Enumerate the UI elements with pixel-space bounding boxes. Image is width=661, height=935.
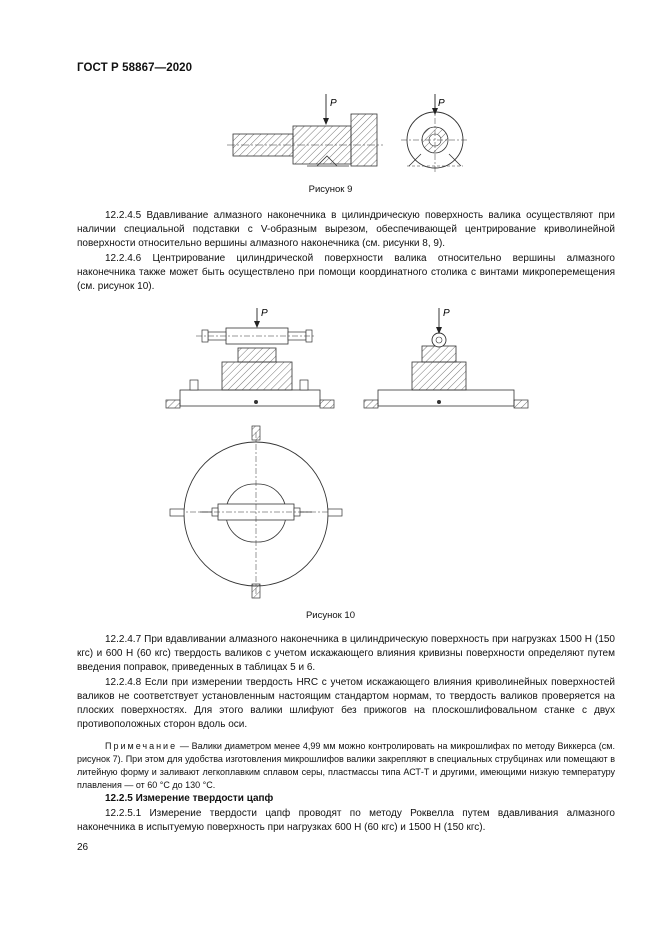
note-label: Примечание [105, 741, 178, 751]
page-number: 26 [77, 842, 89, 853]
paragraph-12-2-4-6: 12.2.4.6 Центрирование цилиндрической поверхности валика относительно вершины алмазного наконечника также может быть осуществлено при помощи координатного столика с винтами микроперемещения (см. рисунок 10). [77, 252, 615, 293]
figure-9-drawing [225, 92, 475, 174]
load-label: P [330, 98, 337, 109]
section-title-12-2-5: 12.2.5 Измерение твердости цапф [105, 793, 274, 804]
load-arrow-side [436, 308, 450, 334]
paragraph-12-2-4-8: 12.2.4.8 Если при измерении твердость HRC с учетом искажающего влияния криволинейных поверхностей валиков не соответствует установленным настоящим стандартом нормам, то твердость валиков проверяется на плоских поверхностях. Для этого валики шлифуют без прижогов на плоскошлифовальном станке с двух противоположных сторон вдоль оси. [77, 676, 615, 731]
coordinate-table-side-view [364, 333, 528, 408]
load-label: P [443, 308, 450, 319]
figure-10-caption: Рисунок 10 [305, 610, 356, 621]
load-arrow-side [323, 94, 337, 125]
load-arrow-front [254, 308, 268, 328]
load-label: P [438, 98, 445, 109]
coordinate-table-front-view [166, 328, 334, 408]
paragraph-block-1 [77, 209, 615, 294]
load-label: P [261, 308, 268, 319]
paragraph-12-2-4-5: 12.2.4.5 Вдавливание алмазного наконечника в цилиндрическую поверхность валика осуществляют при наличии специальной подставки с V-образным вырезом, обеспечивающей центрирование криволинейной поверхности относительно вершины алмазного наконечника (см. рисунки 8, 9). [77, 210, 615, 250]
note-text: — Валики диаметром менее 4,99 мм можно контролировать на микрошлифах по методу Виккерса (см. рисунок 7). При этом для удобства изготовления микрошлифов валики закрепляют в специальных струбцинах или помещают в литейную форму и заливают легкоплавким сплавом серы, пластмассы типа АСТ-Т и другими, имеющими низкую температуру плавления — от 60 °С до 130 °С. [77, 741, 615, 790]
figure-10-drawing [160, 302, 532, 602]
paragraph-12-2-4-7: 12.2.4.7 При вдавливании алмазного наконечника в цилиндрическую поверхность при нагрузках 1500 Н (150 кгс) и 600 Н (60 кгс) твердость валиков с учетом искажающего влияния кривизны поверхности определяют путем введения поправок, приведенных в таблицах 5 и 6. [77, 634, 615, 674]
coordinate-table-plan-view [170, 426, 342, 598]
shaft-end-view [401, 106, 469, 172]
shaft-side-view [227, 114, 383, 166]
paragraph-block-2 [77, 633, 615, 732]
paragraph-12-2-5-1: 12.2.5.1 Измерение твердости цапф проводят по методу Роквелла путем вдавливания алмазного наконечника в испытуемую поверхность при нагрузках 600 Н (60 кгс) и 1500 Н (150 кгс). [77, 808, 615, 834]
figure-9-caption: Рисунок 9 [308, 184, 353, 195]
paragraph-block-3 [77, 807, 615, 835]
document-code: ГОСТ Р 58867—2020 [77, 62, 193, 74]
note-block [77, 740, 615, 792]
